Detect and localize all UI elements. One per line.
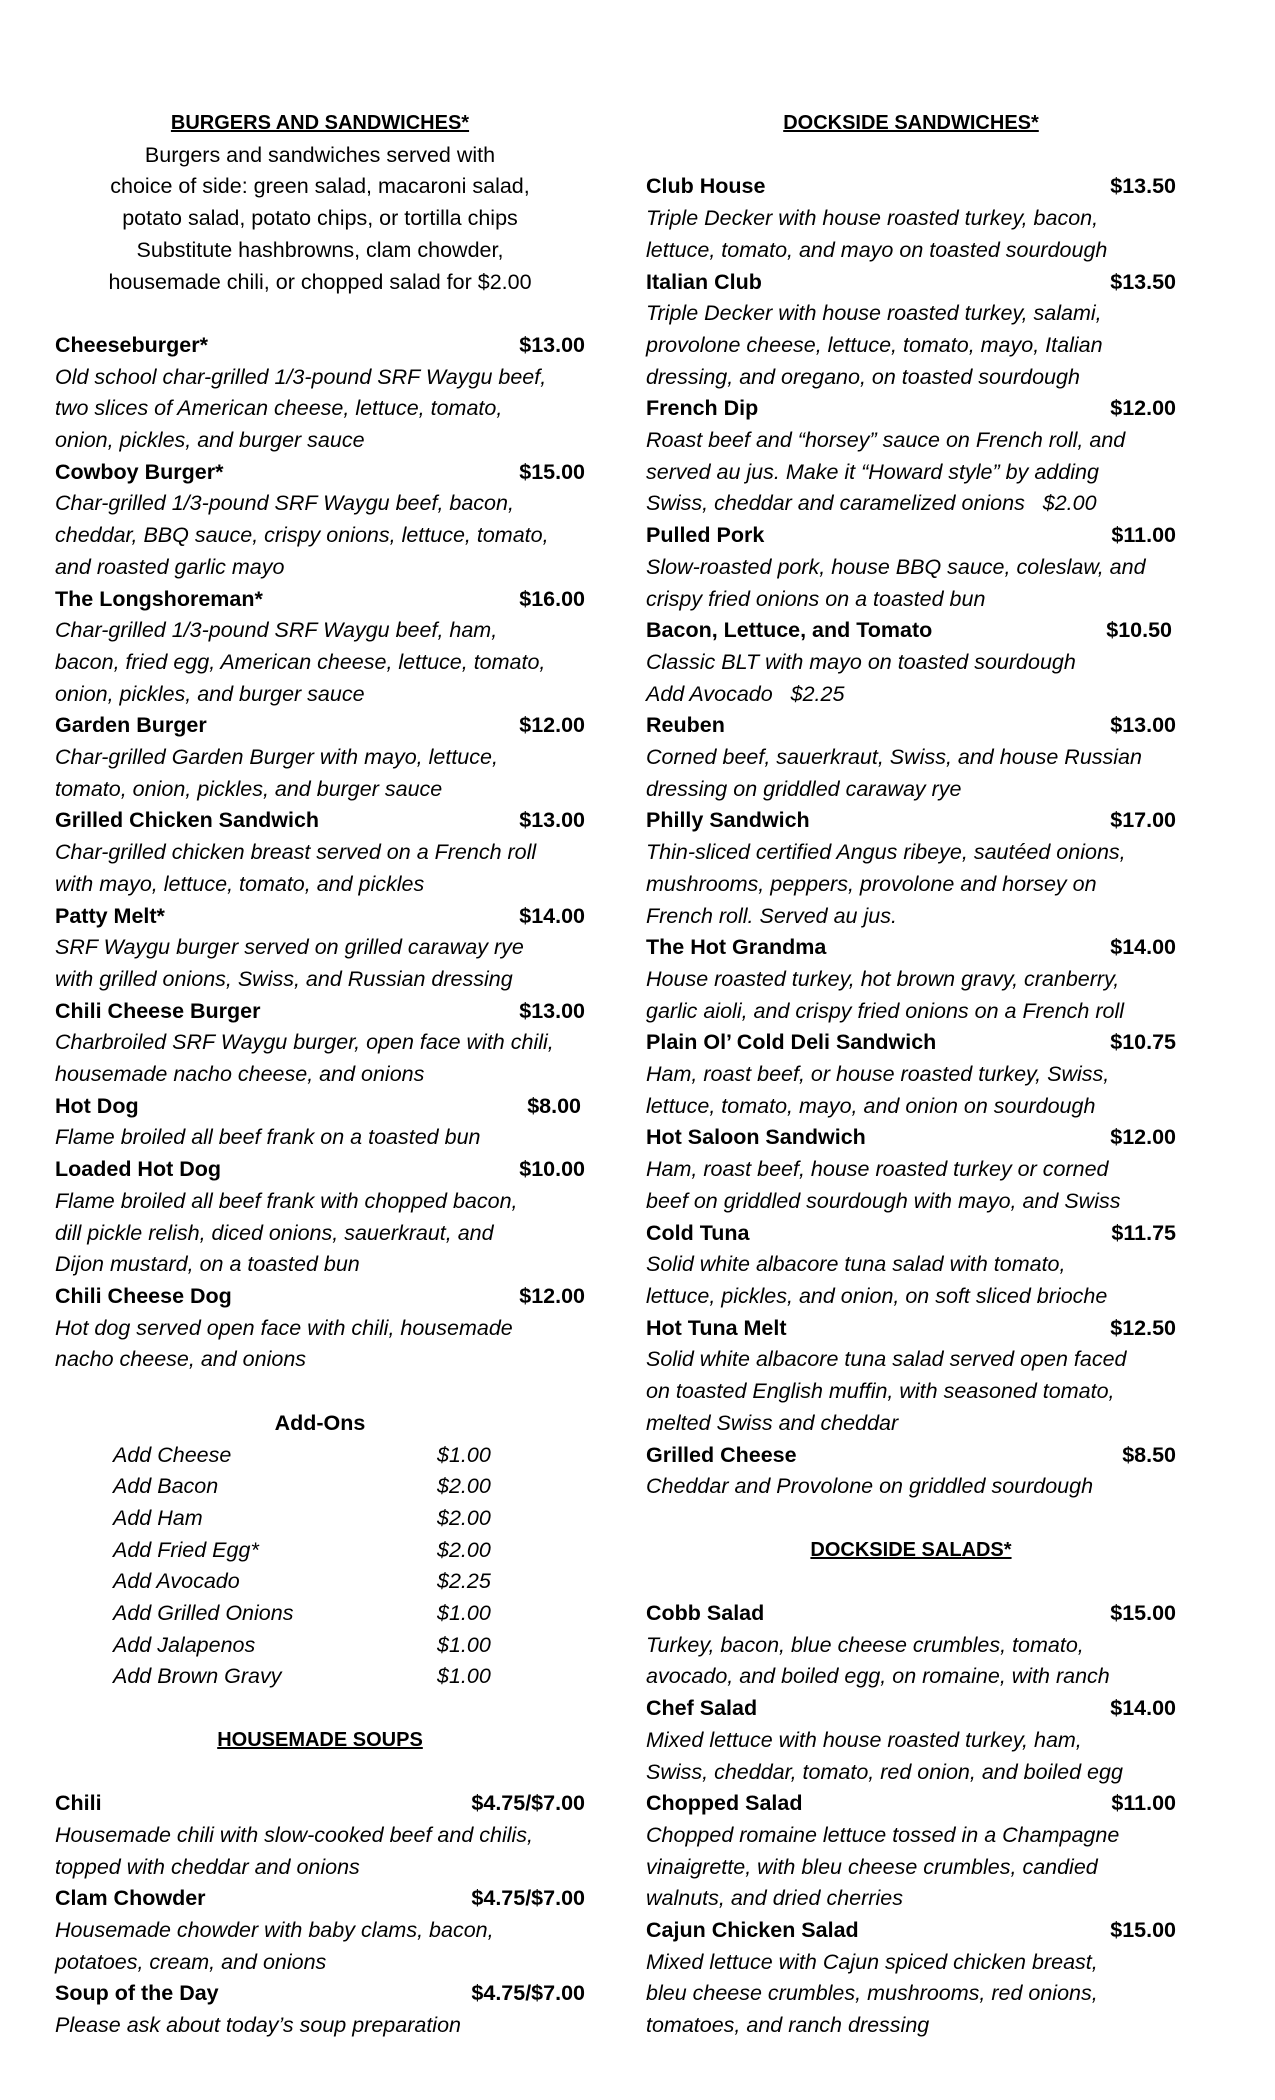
item-desc: Ham, roast beef, house roasted turkey or corned [646, 1157, 1109, 1182]
item-desc: with mayo, lettuce, tomato, and pickles [55, 871, 425, 896]
item-name: Grilled Cheese [646, 1442, 797, 1467]
item-name: Clam Chowder [55, 1886, 206, 1911]
item-name: Hot Tuna Melt [646, 1315, 787, 1340]
item-price: $13.00 [1110, 713, 1176, 738]
addon-item [55, 1566, 585, 1598]
menu-item [646, 171, 1176, 266]
item-desc: housemade nacho cheese, and onions [55, 1062, 425, 1087]
item-desc: Flame broiled all beef frank with chopped bacon, [55, 1188, 518, 1213]
item-price: $15.00 [1110, 1918, 1176, 1943]
item-price: $14.00 [1110, 1696, 1176, 1721]
item-desc: potatoes, cream, and onions [55, 1949, 327, 1974]
item-price: $16.00 [519, 586, 585, 611]
menu-item [55, 584, 585, 711]
item-desc: Char-grilled 1/3-pound SRF Waygu beef, bacon, [55, 491, 514, 516]
item-name: Chili Cheese Burger [55, 998, 261, 1023]
item-desc: Classic BLT with mayo on toasted sourdough [646, 649, 1076, 674]
item-name: Bacon, Lettuce, and Tomato [646, 618, 933, 643]
item-desc: garlic aioli, and crispy fried onions on a French roll [646, 998, 1125, 1023]
item-price: $15.00 [519, 459, 585, 484]
addons-title: Add-Ons [274, 1410, 366, 1435]
item-desc: Thin-sliced certified Angus ribeye, sautéed onions, [646, 840, 1126, 865]
intro-line: Burgers and sandwiches served with [144, 142, 496, 167]
item-name: Chopped Salad [646, 1791, 803, 1816]
item-desc: Triple Decker with house roasted turkey, bacon, [646, 206, 1099, 231]
item-desc: walnuts, and dried cherries [646, 1886, 903, 1911]
item-desc: tomatoes, and ranch dressing [646, 2013, 930, 2038]
item-price: $11.00 [1111, 1791, 1176, 1816]
addon-item [55, 1440, 585, 1472]
addon-price: $1.00 [437, 1664, 491, 1689]
addon-name: Add Ham [113, 1505, 203, 1530]
item-price: $10.00 [519, 1157, 585, 1182]
menu-item [646, 1218, 1176, 1313]
item-price: $14.00 [519, 903, 585, 928]
item-desc: Turkey, bacon, blue cheese crumbles, tomato, [646, 1632, 1084, 1657]
intro-line: Substitute hashbrowns, clam chowder, [136, 237, 504, 262]
menu-item [55, 710, 585, 805]
item-price: $10.50 [1106, 618, 1172, 643]
intro-line: choice of side: green salad, macaroni salad, [110, 174, 530, 199]
menu-item [646, 1122, 1176, 1217]
intro-line: housemade chili, or chopped salad for $2.00 [108, 269, 532, 294]
burgers-section-title: BURGERS AND SANDWICHES* [170, 112, 470, 134]
menu-item [646, 1915, 1176, 2042]
item-desc: Charbroiled SRF Waygu burger, open face with chili, [55, 1030, 554, 1055]
addon-price: $2.00 [437, 1505, 491, 1530]
addon-price: $2.00 [437, 1474, 491, 1499]
menu-item [646, 1313, 1176, 1440]
addon-name: Add Cheese [113, 1442, 232, 1467]
item-desc: Please ask about today’s soup preparation [55, 2013, 461, 2038]
item-name: Loaded Hot Dog [55, 1157, 222, 1182]
item-desc: Mixed lettuce with house roasted turkey, ham, [646, 1727, 1082, 1752]
menu-item [646, 710, 1176, 805]
item-desc: beef on griddled sourdough with mayo, and Swiss [646, 1188, 1121, 1213]
left-column [55, 108, 585, 2042]
item-price: $12.50 [1110, 1315, 1176, 1340]
item-desc: Triple Decker with house roasted turkey, salami, [646, 301, 1102, 326]
item-name: Chef Salad [646, 1696, 758, 1721]
addon-name: Add Avocado [113, 1569, 240, 1594]
item-desc: Ham, roast beef, or house roasted turkey, Swiss, [646, 1062, 1110, 1087]
item-name: Cobb Salad [646, 1601, 765, 1625]
item-desc: tomato, onion, pickles, and burger sauce [55, 776, 443, 801]
item-desc: Add Avocado $2.25 [646, 681, 845, 706]
addon-name: Add Grilled Onions [113, 1601, 294, 1626]
item-desc: Swiss, cheddar and caramelized onions $2.00 [646, 491, 1097, 516]
item-desc: House roasted turkey, hot brown gravy, cranberry, [646, 966, 1120, 991]
item-name: French Dip [646, 396, 759, 421]
item-desc: Char-grilled Garden Burger with mayo, lettuce, [55, 745, 498, 770]
item-desc: Chopped romaine lettuce tossed in a Champagne [646, 1822, 1120, 1847]
addon-name: Add Jalapenos [113, 1632, 256, 1657]
menu-item [646, 267, 1176, 394]
item-desc: dressing, and oregano, on toasted sourdough [646, 364, 1080, 389]
menu-item [55, 996, 585, 1091]
item-name: Hot Dog [55, 1093, 139, 1118]
item-price: $17.00 [1110, 808, 1176, 833]
menu-item [55, 1091, 585, 1154]
item-desc: nacho cheese, and onions [55, 1347, 307, 1372]
item-desc: melted Swiss and cheddar [646, 1410, 899, 1435]
item-price: $11.00 [1111, 523, 1176, 548]
item-desc: Slow-roasted pork, house BBQ sauce, coleslaw, and [646, 554, 1146, 579]
addon-item [55, 1471, 585, 1503]
dockside-salads-title: DOCKSIDE SALADS* [810, 1538, 1012, 1561]
addon-name: Add Fried Egg* [113, 1537, 259, 1562]
item-desc: Roast beef and “horsey” sauce on French roll, and [646, 428, 1126, 453]
menu-item [55, 457, 585, 584]
item-desc: crispy fried onions on a toasted bun [646, 586, 986, 611]
addon-price: $1.00 [437, 1632, 491, 1657]
soups-section-title: HOUSEMADE SOUPS [217, 1728, 423, 1751]
menu-item [55, 1788, 585, 1883]
item-price: $13.00 [519, 808, 585, 833]
item-name: Hot Saloon Sandwich [646, 1125, 866, 1150]
item-desc: topped with cheddar and onions [55, 1854, 360, 1879]
item-desc: served au jus. Make it “Howard style” by adding [646, 459, 1099, 484]
item-name: Cheeseburger* [55, 332, 208, 357]
menu-item [646, 615, 1176, 710]
item-name: Garden Burger [55, 713, 207, 738]
intro-line: potato salad, potato chips, or tortilla chips [122, 206, 518, 231]
item-price: $12.00 [519, 713, 585, 738]
item-price: $8.00 [527, 1093, 581, 1118]
menu-item [55, 330, 585, 457]
item-name: The Longshoreman* [55, 586, 263, 611]
item-desc: Char-grilled chicken breast served on a French roll [55, 840, 537, 865]
item-desc: onion, pickles, and burger sauce [55, 428, 365, 453]
menu-item [646, 1788, 1176, 1915]
item-name: Cowboy Burger* [55, 459, 224, 484]
item-name: Cold Tuna [646, 1220, 750, 1245]
item-desc: Solid white albacore tuna salad served open faced [646, 1347, 1127, 1372]
addon-item [55, 1661, 585, 1693]
item-price: $12.00 [1110, 1125, 1176, 1150]
item-desc: Cheddar and Provolone on griddled sourdough [646, 1474, 1094, 1499]
item-desc: avocado, and boiled egg, on romaine, with ranch [646, 1664, 1110, 1689]
item-desc: vinaigrette, with bleu cheese crumbles, candied [646, 1854, 1098, 1879]
item-name: Club House [646, 174, 766, 199]
item-desc: lettuce, tomato, and mayo on toasted sourdough [646, 237, 1108, 262]
item-name: Italian Club [646, 269, 762, 294]
item-name: Soup of the Day [55, 1981, 219, 2006]
item-desc: with grilled onions, Swiss, and Russian dressing [55, 966, 513, 991]
addon-name: Add Bacon [113, 1474, 219, 1499]
item-desc: French roll. Served au jus. [646, 903, 897, 928]
item-name: Chili [55, 1791, 102, 1816]
item-name: Philly Sandwich [646, 808, 810, 833]
item-desc: Flame broiled all beef frank on a toasted bun [55, 1125, 481, 1150]
item-name: Cajun Chicken Salad [646, 1918, 859, 1943]
menu-item [55, 1281, 585, 1376]
menu-item [646, 520, 1176, 615]
item-desc: SRF Waygu burger served on grilled caraway rye [55, 935, 524, 960]
item-desc: Housemade chowder with baby clams, bacon, [55, 1918, 494, 1943]
menu-item [646, 1440, 1176, 1503]
addon-price: $2.00 [437, 1537, 491, 1562]
item-desc: Swiss, cheddar, tomato, red onion, and boiled egg [646, 1759, 1123, 1784]
item-name: The Hot Grandma [646, 935, 827, 960]
item-desc: mushrooms, peppers, provolone and horsey on [646, 871, 1097, 896]
item-desc: Old school char-grilled 1/3-pound SRF Waygu beef, [55, 364, 547, 389]
menu-item [55, 1978, 585, 2041]
item-desc: Dijon mustard, on a toasted bun [55, 1252, 360, 1277]
item-price: $13.50 [1110, 174, 1176, 199]
menu-item [55, 901, 585, 996]
addon-item [55, 1503, 585, 1535]
item-price: $12.00 [519, 1284, 585, 1308]
menu-item [646, 1693, 1176, 1788]
item-price: $4.75/$7.00 [471, 1791, 585, 1816]
item-desc: Solid white albacore tuna salad with tomato, [646, 1252, 1066, 1277]
item-price: $4.75/$7.00 [471, 1886, 585, 1911]
item-desc: and roasted garlic mayo [55, 554, 285, 579]
item-price: $14.00 [1110, 935, 1176, 960]
menu-item [646, 393, 1176, 520]
item-desc: on toasted English muffin, with seasoned tomato, [646, 1379, 1115, 1404]
addon-price: $1.00 [437, 1442, 491, 1467]
item-desc: Char-grilled 1/3-pound SRF Waygu beef, ham, [55, 618, 498, 643]
item-price: $4.75/$7.00 [471, 1981, 585, 2006]
menu-item [55, 805, 585, 900]
item-name: Grilled Chicken Sandwich [55, 808, 320, 833]
item-desc: dill pickle relish, diced onions, sauerkraut, and [55, 1220, 494, 1245]
item-desc: two slices of American cheese, lettuce, tomato, [55, 396, 503, 421]
burgers-intro [55, 140, 585, 299]
item-price: $8.50 [1122, 1442, 1176, 1467]
item-price: $13.00 [519, 332, 585, 357]
item-name: Pulled Pork [646, 523, 765, 548]
item-desc: lettuce, pickles, and onion, on soft sliced brioche [646, 1284, 1108, 1308]
item-desc: cheddar, BBQ sauce, crispy onions, lettuce, tomato, [55, 523, 549, 548]
item-desc: onion, pickles, and burger sauce [55, 681, 365, 706]
menu-item [646, 1598, 1176, 1693]
item-name: Chili Cheese Dog [55, 1284, 232, 1308]
menu-item [55, 1883, 585, 1978]
item-name: Patty Melt* [55, 903, 165, 928]
item-desc: Housemade chili with slow-cooked beef and chilis, [55, 1822, 534, 1847]
item-desc: bleu cheese crumbles, mushrooms, red onions, [646, 1981, 1098, 2006]
addon-name: Add Brown Gravy [113, 1664, 282, 1689]
item-name: Reuben [646, 713, 725, 738]
addon-item [55, 1535, 585, 1567]
item-desc: lettuce, tomato, mayo, and onion on sourdough [646, 1093, 1096, 1118]
addon-price: $1.00 [437, 1601, 491, 1626]
right-column [646, 108, 1176, 2042]
item-desc: bacon, fried egg, American cheese, lettuce, tomato, [55, 649, 546, 674]
menu-item [646, 932, 1176, 1027]
addon-price: $2.25 [437, 1569, 491, 1594]
item-desc: provolone cheese, lettuce, tomato, mayo, Italian [646, 332, 1103, 357]
item-price: $10.75 [1110, 1030, 1176, 1055]
menu-item [55, 1154, 585, 1281]
item-price: $15.00 [1110, 1601, 1176, 1625]
item-price: $13.00 [519, 998, 585, 1023]
addon-item [55, 1630, 585, 1662]
item-price: $13.50 [1110, 269, 1176, 294]
item-price: $11.75 [1111, 1220, 1176, 1245]
item-desc: Corned beef, sauerkraut, Swiss, and house Russian [646, 745, 1142, 770]
item-price: $12.00 [1110, 396, 1176, 421]
item-desc: Mixed lettuce with Cajun spiced chicken breast, [646, 1949, 1098, 1974]
item-desc: dressing on griddled caraway rye [646, 776, 962, 801]
dockside-sandwiches-title: DOCKSIDE SANDWICHES* [783, 112, 1039, 134]
menu-item [646, 1027, 1176, 1122]
addon-item [55, 1598, 585, 1630]
item-name: Plain Ol’ Cold Deli Sandwich [646, 1030, 937, 1055]
menu-item [646, 805, 1176, 932]
item-desc: Hot dog served open face with chili, housemade [55, 1315, 513, 1340]
